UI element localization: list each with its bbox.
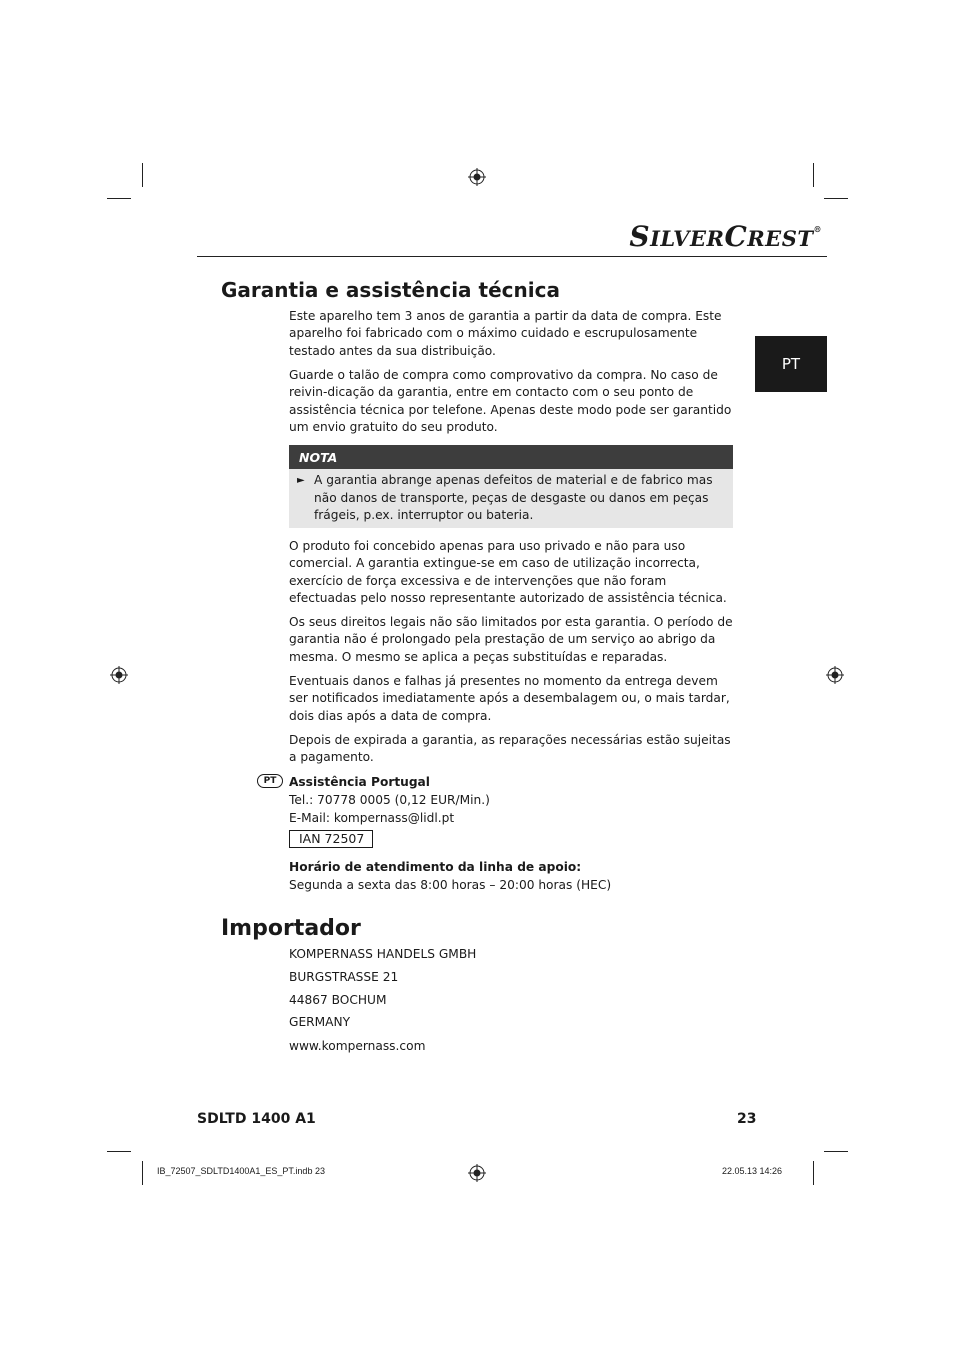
- paragraph: Os seus direitos legais não são limitados por esta garantia. O período de garantia não é prolongado pela prestação de um serviço ao abrigo da mesma. O mesmo se aplica a peças substituídas e reparadas.: [289, 615, 733, 664]
- arrow-bullet-icon: ►: [297, 475, 305, 486]
- registration-mark-icon: [826, 666, 844, 684]
- paragraph: Este aparelho tem 3 anos de garantia a partir da data de compra. Este aparelho foi fabricado com o máximo cuidado e escrupulosamente testado antes da sua distribuição.: [289, 309, 722, 358]
- crop-mark: [107, 1151, 131, 1152]
- footer-model: SDLTD 1400 A1: [197, 1111, 316, 1127]
- section-title-importer: Importador: [221, 916, 361, 941]
- importer-website: www.kompernass.com: [289, 1039, 426, 1053]
- note-text: A garantia abrange apenas defeitos de material e de fabrico mas não danos de transporte, peças de desgaste ou danos em peças frágeis, p.ex. interruptor ou bateria.: [314, 473, 713, 523]
- paragraph: Eventuais danos e falhas já presentes no momento da entrega devem ser notificados imediatamente após a desembalagem ou, o mais tardar, dois dias após a data de compra.: [289, 674, 730, 723]
- crop-mark: [813, 163, 814, 187]
- logo-letter: S: [629, 220, 651, 253]
- paragraph: Guarde o talão de compra como comprovativo da compra. No caso de reivin-dicação da garantia, entre em contacto com o seu ponto de assistência técnica por telefone. Apenas deste modo pode ser garantido um envio gratuito do seu produto.: [289, 368, 732, 435]
- paragraph: O produto foi concebido apenas para uso privado e não para uso comercial. A garantia extingue-se em caso de utilização incorrecta, exercício de força excessiva e de intervenções que não foram efectuadas pelo nosso representante autorizado de assistência técnica.: [289, 539, 727, 606]
- slug-file: IB_72507_SDLTD1400A1_ES_PT.indb 23: [157, 1166, 325, 1176]
- service-phone: Tel.: 70778 0005 (0,12 EUR/Min.): [289, 793, 490, 807]
- registration-mark-icon: [468, 168, 486, 186]
- service-email: E-Mail: kompernass@lidl.pt: [289, 811, 455, 825]
- section-title-warranty: Garantia e assistência técnica: [221, 278, 560, 302]
- hours-text: Segunda a sexta das 8:00 horas – 20:00 horas (HEC): [289, 878, 612, 892]
- importer-line: BURGSTRASSE 21: [289, 970, 399, 984]
- crop-mark: [107, 198, 131, 199]
- language-tab: PT: [755, 336, 827, 392]
- importer-line: KOMPERNASS HANDELS GMBH: [289, 947, 477, 961]
- slug-date: 22.05.13 14:26: [722, 1166, 783, 1176]
- silvercrest-logo: [629, 220, 822, 253]
- importer-line: GERMANY: [289, 1015, 351, 1029]
- logo-letters: ILVER: [650, 226, 725, 251]
- logo-letters: REST: [747, 226, 814, 251]
- registration-mark-icon: [468, 1164, 486, 1182]
- country-badge: PT: [257, 774, 283, 788]
- crop-mark: [824, 1151, 848, 1152]
- crop-mark: [142, 1161, 143, 1185]
- registration-mark-icon: [110, 666, 128, 684]
- note-box: [289, 469, 733, 528]
- registered-mark: ®: [813, 224, 822, 234]
- importer-line: 44867 BOCHUM: [289, 993, 387, 1007]
- ian-box: IAN 72507: [289, 830, 373, 848]
- crop-mark: [142, 163, 143, 187]
- hours-label: Horário de atendimento da linha de apoio:: [289, 860, 582, 874]
- page-number: 23: [737, 1111, 757, 1127]
- service-name: Assistência Portugal: [289, 775, 430, 789]
- header-divider: [197, 256, 827, 257]
- note-heading: NOTA: [289, 445, 733, 469]
- crop-mark: [813, 1161, 814, 1185]
- paragraph: Depois de expirada a garantia, as reparações necessárias estão sujeitas a pagamento.: [289, 733, 731, 765]
- logo-letter: C: [724, 220, 748, 253]
- crop-mark: [824, 198, 848, 199]
